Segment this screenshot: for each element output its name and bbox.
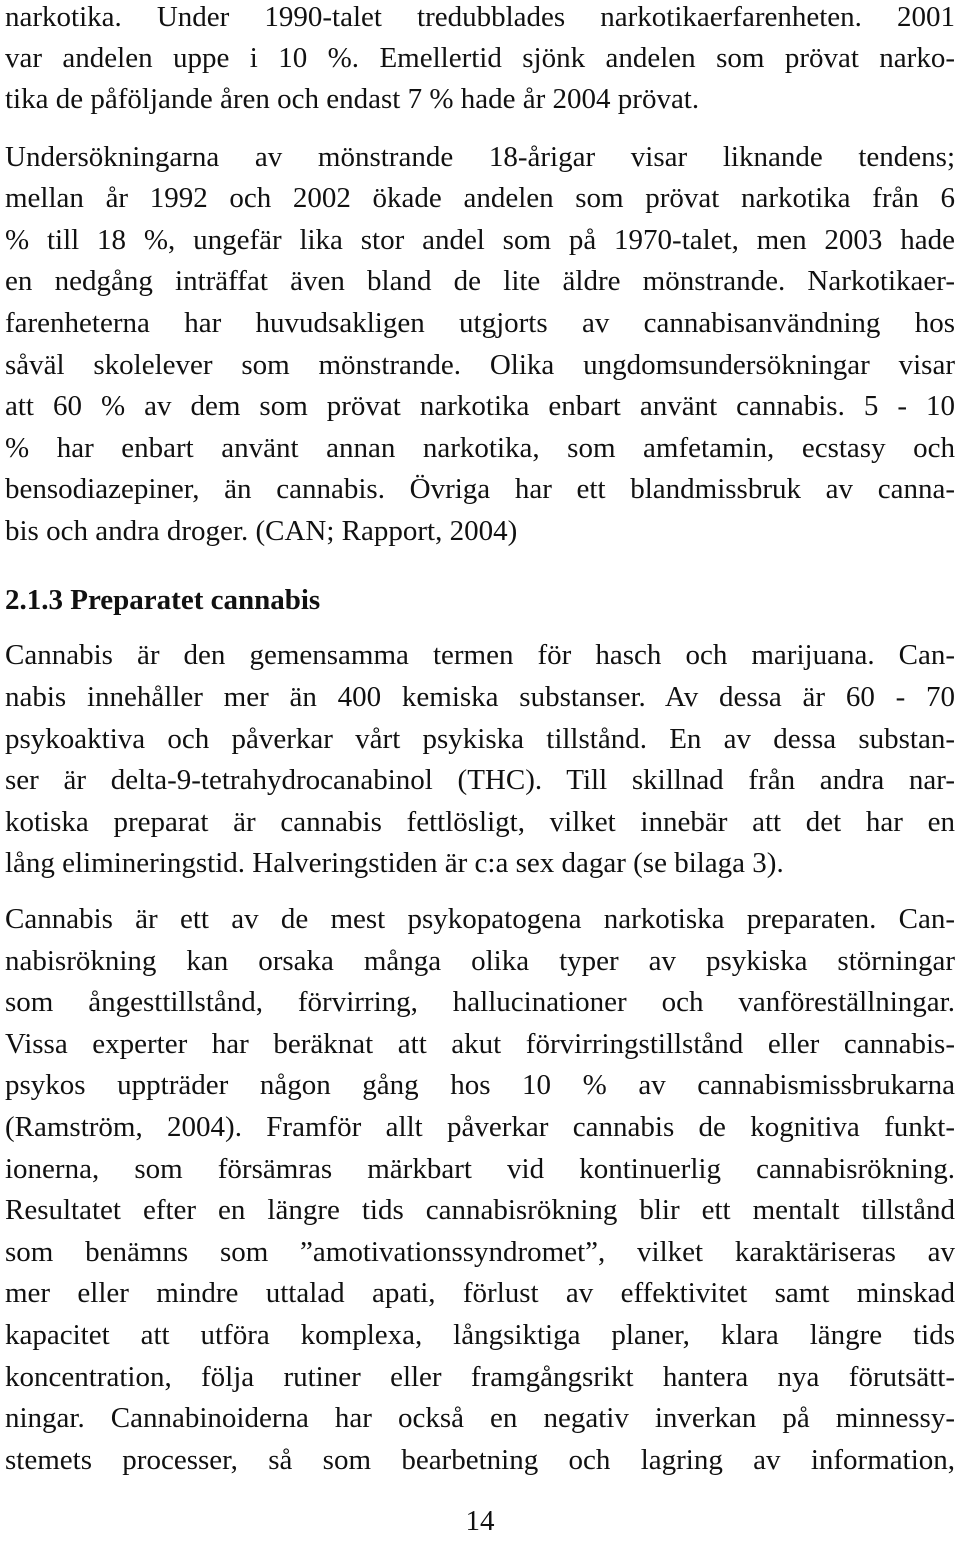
text-line: nabis innehåller mer än 400 kemiska substanser. Av dessa är 60 - 70: [5, 681, 955, 713]
text-line: psykos uppträder någon gång hos 10 % av cannabismissbrukarna: [5, 1069, 955, 1101]
text-line: mer eller mindre uttalad apati, förlust av effektivitet samt minskad: [5, 1277, 955, 1309]
text-line: som ångesttillstånd, förvirring, hallucinationer och vanföreställningar.: [5, 986, 955, 1018]
text-line: som benämns som ”amotivationssyndromet”, vilket karaktäriseras av: [5, 1236, 955, 1268]
text-line: (Ramström, 2004). Framför allt påverkar cannabis de kognitiva funkt-: [5, 1111, 955, 1143]
text-line: narkotika. Under 1990-talet tredubblades narkotikaerfarenheten. 2001: [5, 1, 955, 33]
text-line: var andelen uppe i 10 %. Emellertid sjönk andelen som prövat narko-: [5, 42, 955, 74]
text-line: att 60 % av dem som prövat narkotika enbart använt cannabis. 5 - 10: [5, 390, 955, 422]
text-line: Cannabis är ett av de mest psykopatogena narkotiska preparaten. Can-: [5, 903, 955, 935]
text-line: koncentration, följa rutiner eller framgångsrikt hantera nya förutsätt-: [5, 1361, 955, 1393]
page-number: 14: [465, 1505, 495, 1537]
text-line: % har enbart använt annan narkotika, som amfetamin, ecstasy och: [5, 432, 955, 464]
text-line: Resultatet efter en längre tids cannabisrökning blir ett mentalt tillstånd: [5, 1194, 955, 1226]
text-line: stemets processer, så som bearbetning och lagring av information,: [5, 1444, 955, 1476]
text-line: bis och andra droger. (CAN; Rapport, 2004): [5, 515, 518, 547]
text-line: tika de påföljande åren och endast 7 % hade år 2004 prövat.: [5, 83, 700, 115]
text-line: bensodiazepiner, än cannabis. Övriga har ett blandmissbruk av canna-: [5, 473, 955, 505]
section-heading: 2.1.3 Preparatet cannabis: [5, 584, 321, 616]
text-line: psykoaktiva och påverkar vårt psykiska tillstånd. En av dessa substan-: [5, 723, 955, 755]
text-line: kapacitet att utföra komplexa, långsiktiga planer, klara längre tids: [5, 1319, 955, 1351]
text-line: mellan år 1992 och 2002 ökade andelen som prövat narkotika från 6: [5, 182, 955, 214]
text-line: nabisrökning kan orsaka många olika typer av psykiska störningar: [5, 945, 955, 977]
text-line: kotiska preparat är cannabis fettlösligt, vilket innebär att det har en: [5, 806, 955, 838]
text-line: % till 18 %, ungefär lika stor andel som på 1970-talet, men 2003 hade: [5, 224, 955, 256]
text-line: ningar. Cannabinoiderna har också en negativ inverkan på minnessy-: [5, 1402, 955, 1434]
text-line: en nedgång inträffat även bland de lite äldre mönstrande. Narkotikaer-: [5, 265, 955, 297]
text-line: Vissa experter har beräknat att akut förvirringstillstånd eller cannabis-: [5, 1028, 955, 1060]
text-line: Cannabis är den gemensamma termen för hasch och marijuana. Can-: [5, 639, 955, 671]
text-line: ionerna, som försämras märkbart vid kontinuerlig cannabisrökning.: [5, 1153, 955, 1185]
text-line: Undersökningarna av mönstrande 18-årigar visar liknande tendens;: [5, 141, 955, 173]
text-line: såväl skolelever som mönstrande. Olika ungdomsundersökningar visar: [5, 349, 955, 381]
text-line: lång elimineringstid. Halveringstiden är c:a sex dagar (se bilaga 3).: [5, 847, 784, 879]
text-line: ser är delta-9-tetrahydrocanabinol (THC). Till skillnad från andra nar-: [5, 764, 955, 796]
text-line: farenheterna har huvudsakligen utgjorts av cannabisanvändning hos: [5, 307, 955, 339]
